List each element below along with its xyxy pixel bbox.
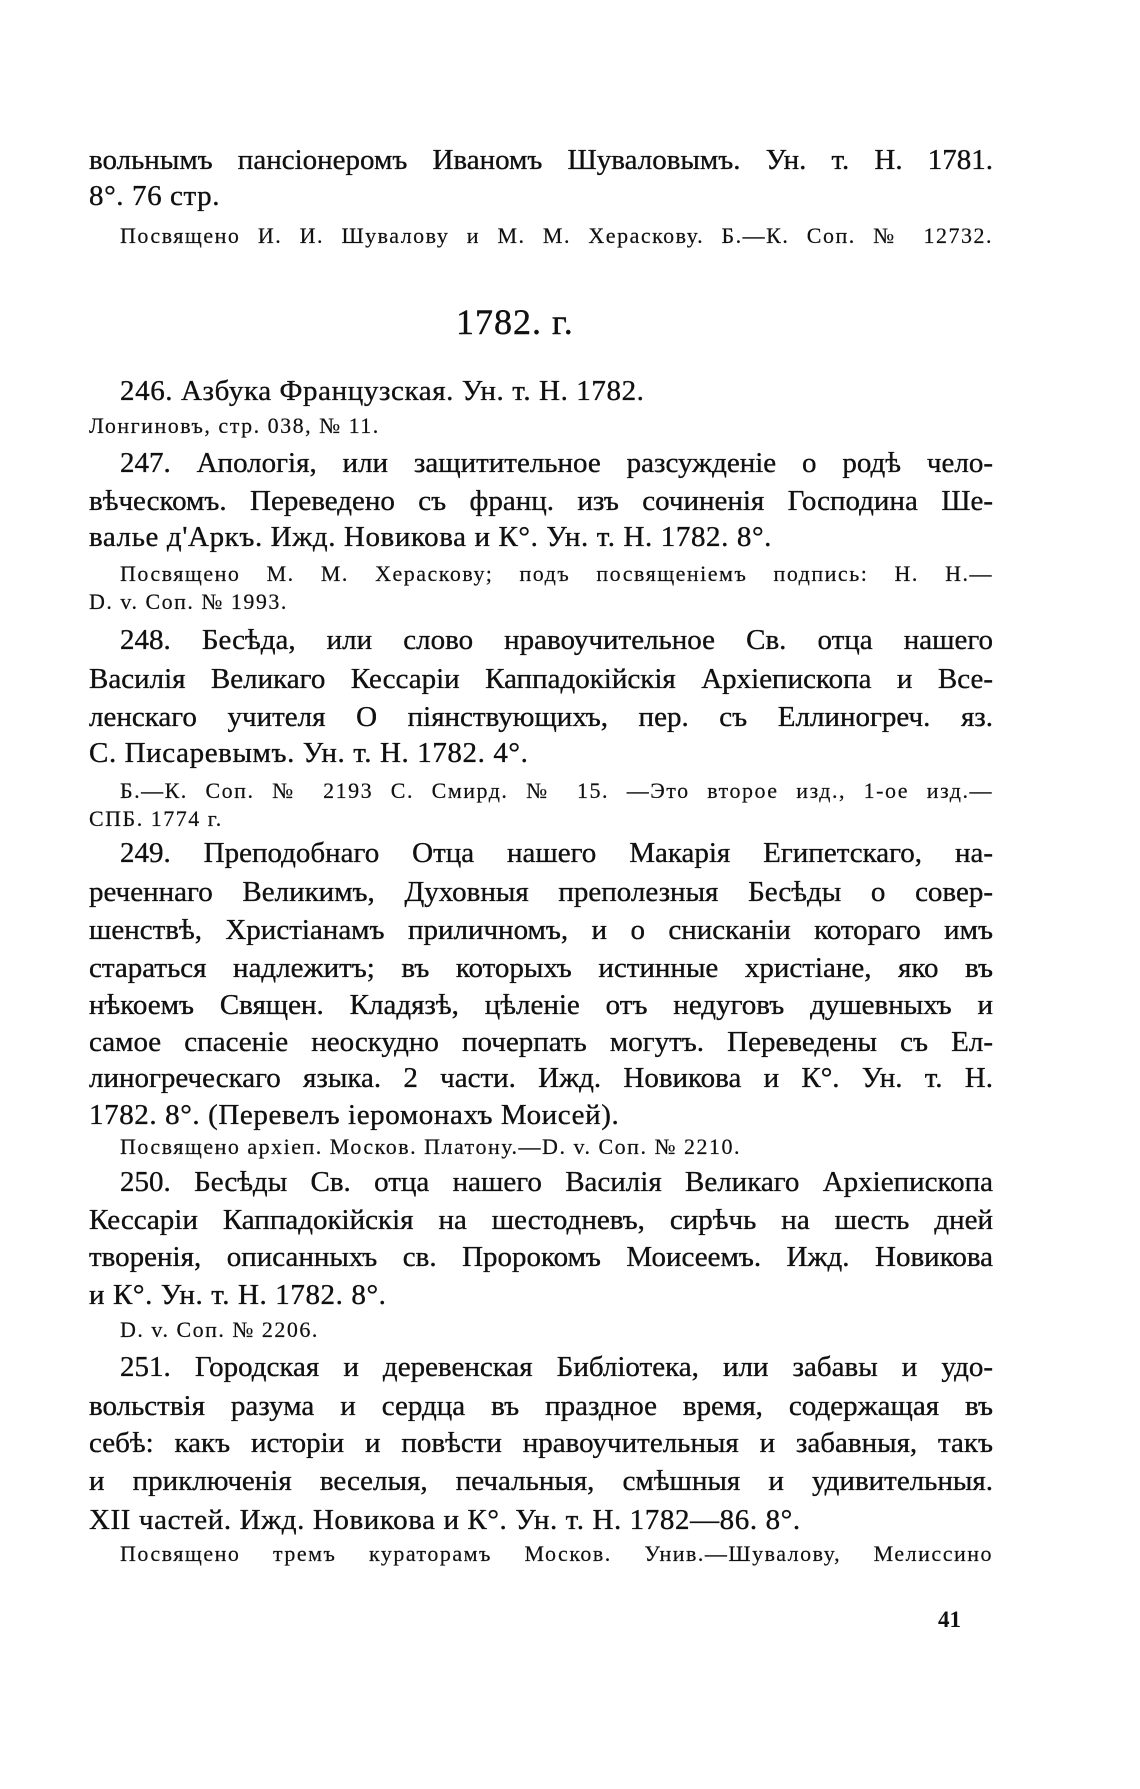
entry-note: Б.—К. Соп. № 2193 С. Смирд. № 15. —Это второе изд., 1-ое изд.— [120,778,993,803]
entry-line: самое спасеніе неоскудно почерпать могутъ. Переведены съ Ел- [89,1026,993,1058]
entry-line: XII частей. Ижд. Новикова и К°. Ун. т. Н. 1782—86. 8°. [89,1504,801,1536]
entry-line: ленскаго учителя О піянствующихъ, пер. съ Еллиногреч. яз. [89,701,993,733]
entry-line: линогреческаго языка. 2 части. Ижд. Новикова и К°. Ун. т. Н. [89,1062,993,1094]
entry-line: и приключенія веселыя, печальныя, смѣшныя и удивительныя. [89,1465,993,1497]
entry-line: С. Писаревымъ. Ун. т. Н. 1782. 4°. [89,737,529,769]
continued-entry-line: вольнымъ пансіонеромъ Иваномъ Шуваловымъ. Ун. т. Н. 1781. [89,144,993,176]
entry-note: Лонгиновъ, стр. 038, № 11. [89,413,380,438]
entry-line: 251. Городская и деревенская Библіотека, или забавы и удо- [120,1351,993,1383]
entry-note: Посвящено М. М. Хераскову; подъ посвященіемъ подпись: Н. Н.— [120,561,993,586]
entry-line: вѣческомъ. Переведено съ франц. изъ сочиненія Господина Ше- [89,485,993,517]
entry-line: 247. Апологія, или защитительное разсужденіе о родѣ чело- [120,447,993,479]
entry-line: реченнаго Великимъ, Духовныя преполезныя Бесѣды о совер- [89,876,993,908]
entry-line: 250. Бесѣды Св. отца нашего Василія Великаго Архіепископа [120,1166,993,1198]
entry-line: себѣ: какъ исторіи и повѣсти нравоучительныя и забавныя, такъ [89,1427,993,1459]
entry-note: Посвящено архіеп. Москов. Платону.—D. v. Соп. № 2210. [120,1134,741,1159]
entry-note: Посвящено тремъ кураторамъ Москов. Унив.—Шувалову, Мелиссино [120,1541,993,1566]
entry-line: валье д'Аркъ. Ижд. Новикова и К°. Ун. т. Н. 1782. 8°. [89,521,772,553]
entry-line: шенствѣ, Христіанамъ приличномъ, и о снисканіи котораго имъ [89,914,993,946]
continued-entry-line: 8°. 76 стр. [89,180,221,212]
entry-line: 246. Азбука Французская. Ун. т. Н. 1782. [120,375,645,407]
entry-line: и К°. Ун. т. Н. 1782. 8°. [89,1279,387,1311]
entry-line: Кессаріи Каппадокійскія на шестодневъ, сирѣчь на шесть дней [89,1204,993,1236]
entry-line: нѣкоемъ Священ. Кладязѣ, цѣленіе отъ недуговъ душевныхъ и [89,989,993,1021]
entry-note: СПБ. 1774 г. [89,806,223,831]
entry-line: творенія, описанныхъ св. Пророкомъ Моисеемъ. Ижд. Новикова [89,1241,993,1273]
entry-note: D. v. Соп. № 1993. [89,589,288,614]
entry-line: Василія Великаго Кессаріи Каппадокійскія Архіепископа и Все- [89,663,993,695]
entry-note: D. v. Соп. № 2206. [120,1317,319,1342]
entry-line: 248. Бесѣда, или слово нравоучительное Св. отца нашего [120,624,993,656]
year-heading: 1782. г. [456,302,574,342]
entry-line: вольствія разума и сердца въ праздное время, содержащая въ [89,1390,993,1422]
entry-line: стараться надлежитъ; въ которыхъ истинные христіане, яко въ [89,952,993,984]
continued-entry-note: Посвящено И. И. Шувалову и М. М. Хераскову. Б.—К. Соп. № 12732. [120,223,993,248]
page-number: 41 [938,1607,961,1632]
entry-line: 249. Преподобнаго Отца нашего Макарія Египетскаго, на- [120,837,993,869]
entry-line: 1782. 8°. (Перевелъ іеромонахъ Моисей). [89,1099,620,1131]
